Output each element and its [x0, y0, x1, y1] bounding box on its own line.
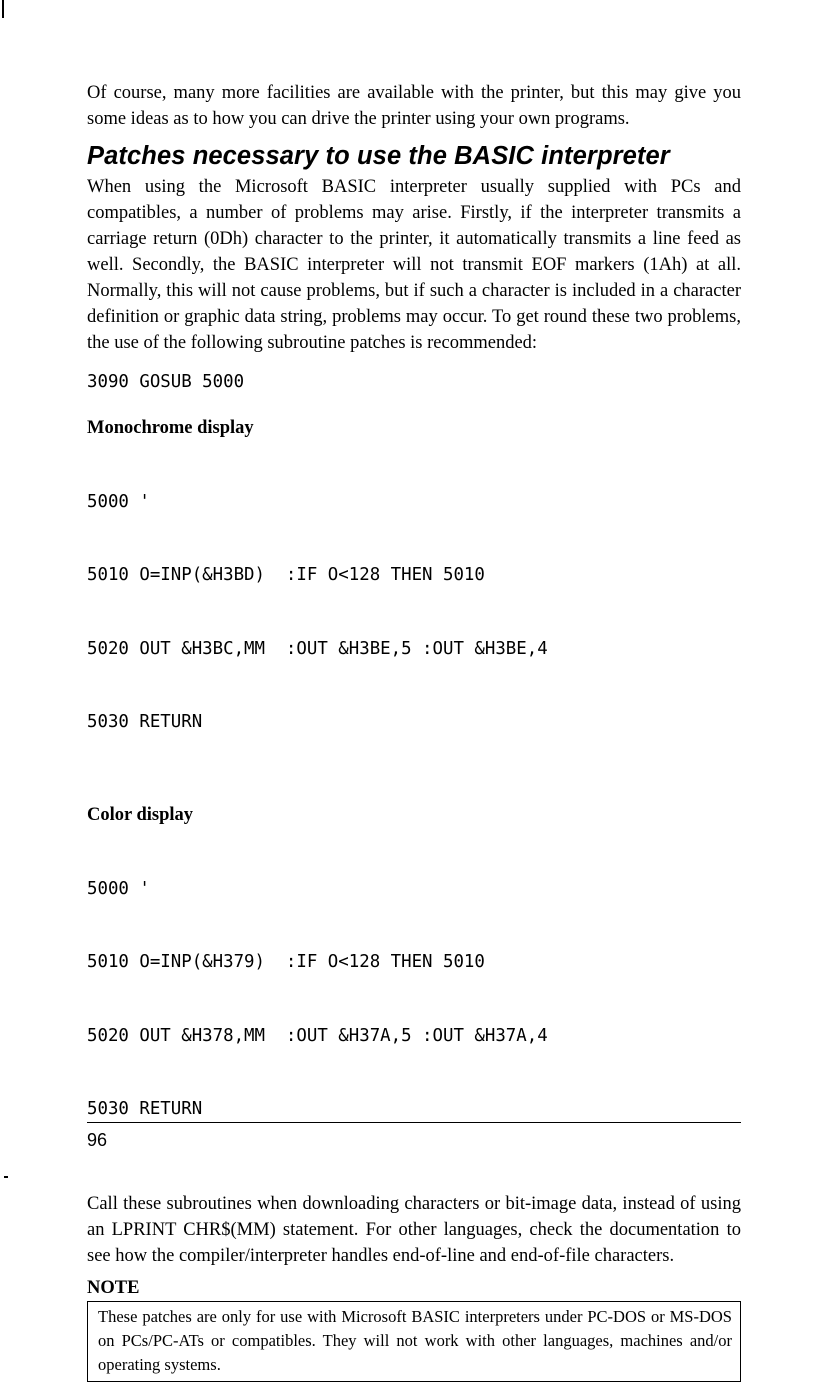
code-line: 5000 '	[87, 491, 150, 512]
page-number: 96	[87, 1130, 108, 1150]
note-text: These patches are only for use with Microsoft BASIC interpreters under PC-DOS or MS-DOS on PCs/PC-ATs or compatibles. They will not work with other languages, machines and/or operating systems.	[98, 1306, 732, 1374]
footer-rule	[87, 1122, 741, 1123]
section-heading: Patches necessary to use the BASIC interpreter	[87, 142, 670, 170]
color-title: Color display	[87, 804, 194, 825]
monochrome-title: Monochrome display	[87, 417, 254, 438]
code-line: 5020 OUT &H3BC,MM :OUT &H3BE,5 :OUT &H3BE,4	[87, 638, 548, 659]
monochrome-code	[87, 441, 741, 784]
closing-paragraph: Call these subroutines when downloading characters or bit-image data, instead of using an LPRINT CHR$(MM) statement. For other languages, check the documentation to see how the compiler/interpreter handles end-of-line and end-of-file characters.	[87, 1193, 741, 1266]
margin-dot	[4, 1176, 8, 1178]
code-line: 5030 RETURN	[87, 712, 203, 732]
margin-mark	[2, 0, 4, 18]
note-box	[87, 1301, 741, 1382]
page-content	[87, 80, 741, 1382]
gosub-line: 3090 GOSUB 5000	[87, 372, 245, 392]
section-paragraph: When using the Microsoft BASIC interpreter usually supplied with PCs and compatibles, a number of problems may arise. Firstly, if the interpreter transmits a carriage return (0Dh) character to the printer, it automatically transmits a line feed as well. Secondly, the BASIC interpreter will not transmit EOF markers (1Ah) at all. Normally, this will not cause problems, but if such a character is included in a character definition or graphic data string, problems may occur. To get round these two problems, the use of the following subroutine patches is recommended:	[87, 177, 741, 353]
color-code	[87, 828, 741, 1171]
code-line: 5030 RETURN	[87, 1099, 203, 1119]
intro-paragraph: Of course, many more facilities are available with the printer, but this may give you some ideas as to how you can drive the printer using your own programs.	[87, 83, 741, 129]
code-line: 5000 '	[87, 878, 150, 899]
code-line: 5010 O=INP(&H379) :IF O<128 THEN 5010	[87, 952, 485, 972]
code-line: 5010 O=INP(&H3BD) :IF O<128 THEN 5010	[87, 565, 485, 585]
code-line: 5020 OUT &H378,MM :OUT &H37A,5 :OUT &H37A,4	[87, 1025, 548, 1046]
note-title: NOTE	[87, 1277, 140, 1298]
